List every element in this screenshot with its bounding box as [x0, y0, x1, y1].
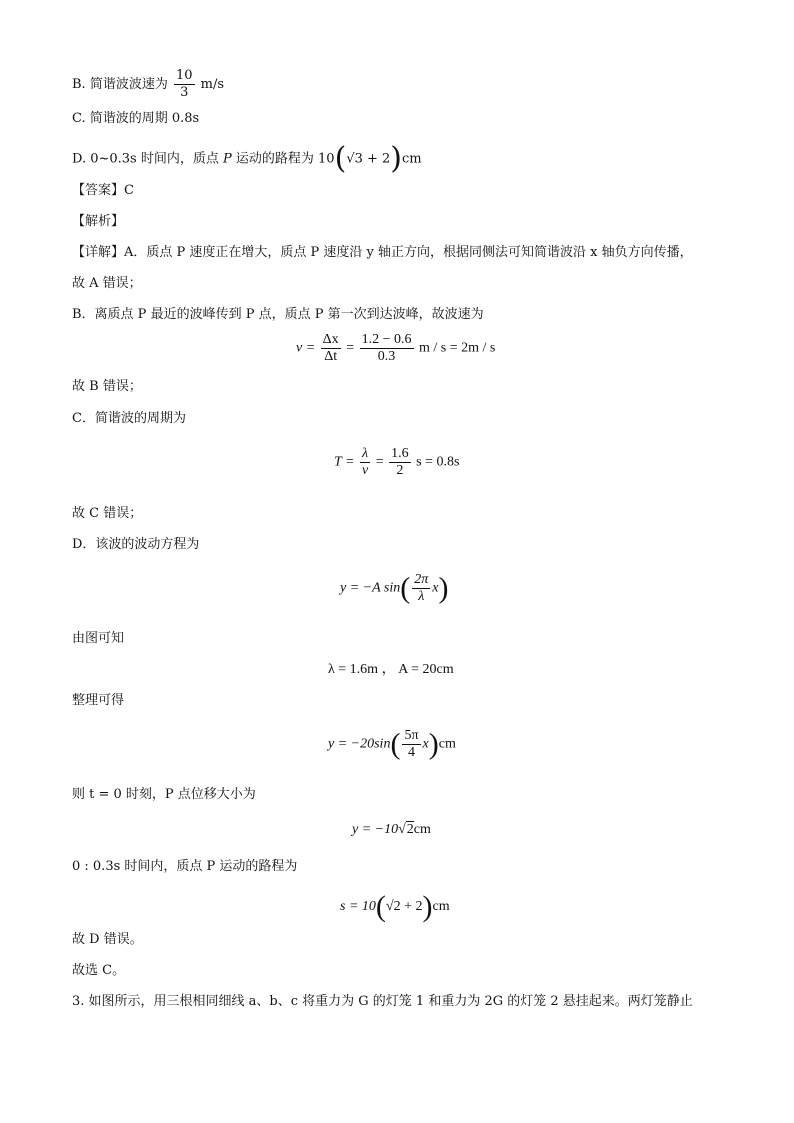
fraction-numerator: 1.2 − 0.6 [361, 332, 412, 347]
eq-fraction [402, 728, 420, 761]
paren-open: ( [375, 890, 386, 923]
fraction-denominator: λ [418, 589, 425, 604]
equation-distance [340, 892, 450, 922]
eq-rhs: s = 0.8s [416, 454, 460, 470]
eq-unit: cm [438, 736, 456, 752]
fraction-denominator: Δt [324, 349, 338, 364]
answer-label: 【答案】C [72, 183, 134, 198]
fraction-denominator: v [361, 463, 369, 478]
eq-unit: cm [432, 899, 450, 915]
option-d-var: P [223, 151, 232, 167]
option-b-fraction [174, 68, 195, 101]
eq-lhs: y = −A sin [340, 580, 401, 596]
eq-lhs: s = 10 [340, 899, 376, 915]
fraction-denominator: 4 [407, 745, 415, 760]
eq-inner: √2 + 2 [385, 899, 423, 915]
eq-lhs: y = −20sin [328, 736, 391, 752]
option-b-unit: m/s [200, 77, 225, 92]
equation-wave [340, 572, 448, 605]
t0-text: 则 t = 0 时刻，P 点位移大小为 [72, 787, 256, 802]
eq-fraction-2 [360, 332, 414, 365]
eq-fraction-2 [389, 446, 411, 479]
eq-equals: = [375, 454, 384, 470]
option-d-unit: cm [402, 151, 422, 167]
detail-c-end: 故 C 错误； [72, 506, 143, 521]
fraction-denominator: 0.3 [377, 349, 396, 364]
eq-fraction-1 [321, 332, 341, 365]
arrange-text: 整理可得 [72, 693, 125, 708]
paren-close: ) [390, 141, 403, 176]
fraction-denominator: 2 [396, 463, 404, 478]
eq-lhs: T = [334, 454, 355, 470]
option-b [72, 68, 224, 101]
eq-lhs: y = −10 [352, 822, 399, 837]
eq-lhs: v = [296, 340, 316, 356]
equation-lambda: λ = 1.6m ， A = 20cm [328, 662, 454, 677]
detail-b-end: 故 B 错误； [72, 379, 142, 394]
eq-rhs: m / s = 2m / s [419, 340, 496, 356]
paren-open: ( [334, 141, 347, 176]
equation-velocity [296, 332, 495, 365]
sqrt-icon: √ [398, 822, 406, 837]
equation-wave-numeric [328, 728, 456, 761]
equation-period [334, 446, 459, 479]
fraction-numerator: Δx [322, 332, 339, 347]
interval-text: 0 : 0.3s 时间内，质点 P 运动的路程为 [72, 859, 298, 874]
eq-fraction [412, 572, 430, 605]
fraction-numerator: 2π [414, 572, 429, 587]
detail-d-end: 故 D 错误。 [72, 932, 143, 947]
detail-d: D．该波的波动方程为 [72, 537, 200, 552]
fraction-denominator: 3 [180, 85, 189, 100]
detail-a: 【详解】A．质点 P 速度正在增大，质点 P 速度沿 y 轴正方向，根据同侧法可知简谐波沿 x 轴负方向传播， [72, 245, 693, 260]
option-d-prefix: D. 0~0.3s 时间内，质点 [72, 151, 219, 167]
detail-a-end: 故 A 错误； [72, 276, 142, 291]
option-d-expr: √3 + 2 [346, 151, 391, 167]
fraction-numerator: λ [360, 446, 370, 463]
eq-equals: = [346, 340, 355, 356]
option-d-mid: 运动的路程为 10 [235, 151, 335, 167]
paren-open: ( [400, 571, 411, 605]
eq-tail: x [432, 580, 439, 596]
option-c: C. 简谐波的周期 0.8s [72, 111, 200, 126]
option-d [72, 141, 422, 176]
from-graph: 由图可知 [72, 631, 125, 646]
eq-fraction-1 [360, 446, 370, 479]
detail-b: B．离质点 P 最近的波峰传到 P 点，质点 P 第一次到达波峰，故波速为 [72, 307, 484, 322]
option-b-prefix: B. 简谐波波速为 [72, 77, 168, 92]
eq-radicand: 2 [406, 822, 414, 837]
paren-close: ) [422, 890, 433, 923]
choose-text: 故选 C。 [72, 963, 126, 978]
analysis-label: 【解析】 [72, 214, 125, 229]
eq-tail: x [422, 736, 429, 752]
equation-displacement [352, 821, 431, 839]
paren-open: ( [390, 727, 401, 761]
paren-close: ) [438, 571, 449, 605]
fraction-numerator: 10 [175, 68, 193, 83]
fraction-numerator: 1.6 [391, 446, 409, 461]
detail-c: C．简谐波的周期为 [72, 411, 186, 426]
question-3: 3. 如图所示，用三根相同细线 a、b、c 将重力为 G 的灯笼 1 和重力为 2G 的灯笼 2 悬挂起来。两灯笼静止 [72, 994, 693, 1009]
paren-close: ) [428, 727, 439, 761]
fraction-numerator: 5π [404, 728, 419, 743]
eq-unit: cm [413, 822, 431, 837]
